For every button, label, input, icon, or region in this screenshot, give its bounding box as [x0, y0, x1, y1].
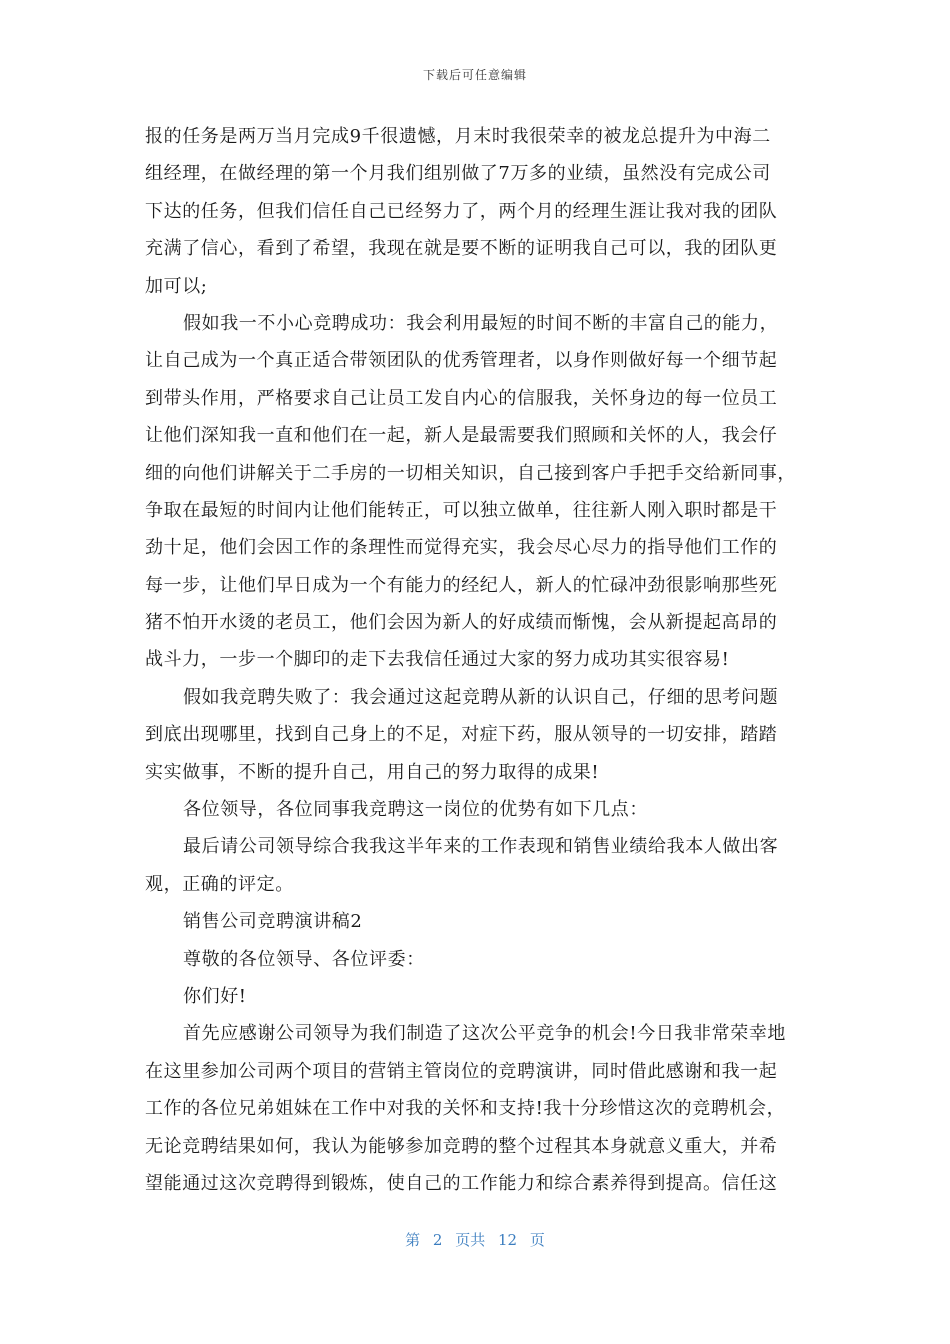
text-line: 充满了信心，看到了希望，我现在就是要不断的证明我自己可以，我的团队更: [145, 238, 778, 260]
text-line: 让自己成为一个真正适合带领团队的优秀管理者，以身作则做好每一个细节起: [145, 350, 778, 372]
text-line: 让他们深知我一直和他们在一起，新人是最需要我们照顾和关怀的人，我会仔: [145, 425, 778, 447]
page-footer: 第 2 页共 12 页: [405, 1231, 545, 1249]
text-line: 假如我竞聘失败了：我会通过这起竞聘从新的认识自己，仔细的思考问题: [183, 686, 779, 708]
text-line: 在这里参加公司两个项目的营销主管岗位的竞聘演讲，同时借此感谢和我一起: [145, 1060, 778, 1082]
text-line: 尊敬的各位领导、各位评委：: [183, 948, 425, 970]
text-line: 无论竞聘结果如何，我认为能够参加竞聘的整个过程其本身就意义重大，并希: [145, 1135, 778, 1157]
text-line: 望能通过这次竞聘得到锻炼，使自己的工作能力和综合素养得到提高。信任这: [145, 1172, 778, 1194]
text-line: 细的向他们讲解关于二手房的一切相关知识，自己接到客户手把手交给新同事，: [145, 462, 796, 484]
text-line: 争取在最短的时间内让他们能转正，可以独立做单，往往新人刚入职时都是干: [145, 499, 778, 521]
text-line: 你们好!: [183, 985, 247, 1007]
text-line: 组经理，在做经理的第一个月我们组别做了7万多的业绩，虽然没有完成公司: [145, 163, 771, 185]
page-header-note: 下载后可任意编辑: [422, 68, 527, 82]
text-line: 假如我一不小心竞聘成功：我会利用最短的时间不断的丰富自己的能力，: [183, 312, 779, 334]
text-line: 到带头作用，严格要求自己让员工发自内心的信服我，关怀身边的每一位员工: [145, 387, 778, 409]
text-line: 实实做事，不断的提升自己，用自己的努力取得的成果!: [145, 761, 600, 783]
text-line: 每一步，让他们早日成为一个有能力的经纪人，新人的忙碌冲劲很影响那些死: [145, 574, 778, 596]
text-line: 各位领导，各位同事我竞聘这一岗位的优势有如下几点：: [183, 799, 648, 821]
text-line: 到底出现哪里，找到自己身上的不足，对症下药，服从领导的一切安排，踏踏: [145, 724, 778, 746]
text-line: 销售公司竞聘演讲稿2: [183, 911, 363, 933]
text-line: 战斗力，一步一个脚印的走下去我信任通过大家的努力成功其实很容易!: [145, 649, 730, 671]
text-line: 首先应感谢公司领导为我们制造了这次公平竞争的机会!今日我非常荣幸地: [183, 1023, 787, 1045]
text-line: 观，正确的评定。: [145, 873, 294, 895]
text-line: 下达的任务，但我们信任自己已经努力了，两个月的经理生涯让我对我的团队: [145, 200, 778, 222]
text-line: 猪不怕开水烫的老员工，他们会因为新人的好成绩而惭愧，会从新提起高昂的: [145, 612, 778, 634]
text-line: 最后请公司领导综合我我这半年来的工作表现和销售业绩给我本人做出客: [183, 836, 779, 858]
document-body: [145, 118, 807, 1202]
text-line: 工作的各位兄弟姐妹在工作中对我的关怀和支持!我十分珍惜这次的竞聘机会，: [145, 1098, 786, 1120]
text-line: 劲十足，他们会因工作的条理性而觉得充实，我会尽心尽力的指导他们工作的: [145, 537, 778, 559]
text-line: 报的任务是两万当月完成9千很遗憾，月末时我很荣幸的被龙总提升为中海二: [145, 126, 771, 147]
text-line: 加可以;: [145, 275, 208, 297]
